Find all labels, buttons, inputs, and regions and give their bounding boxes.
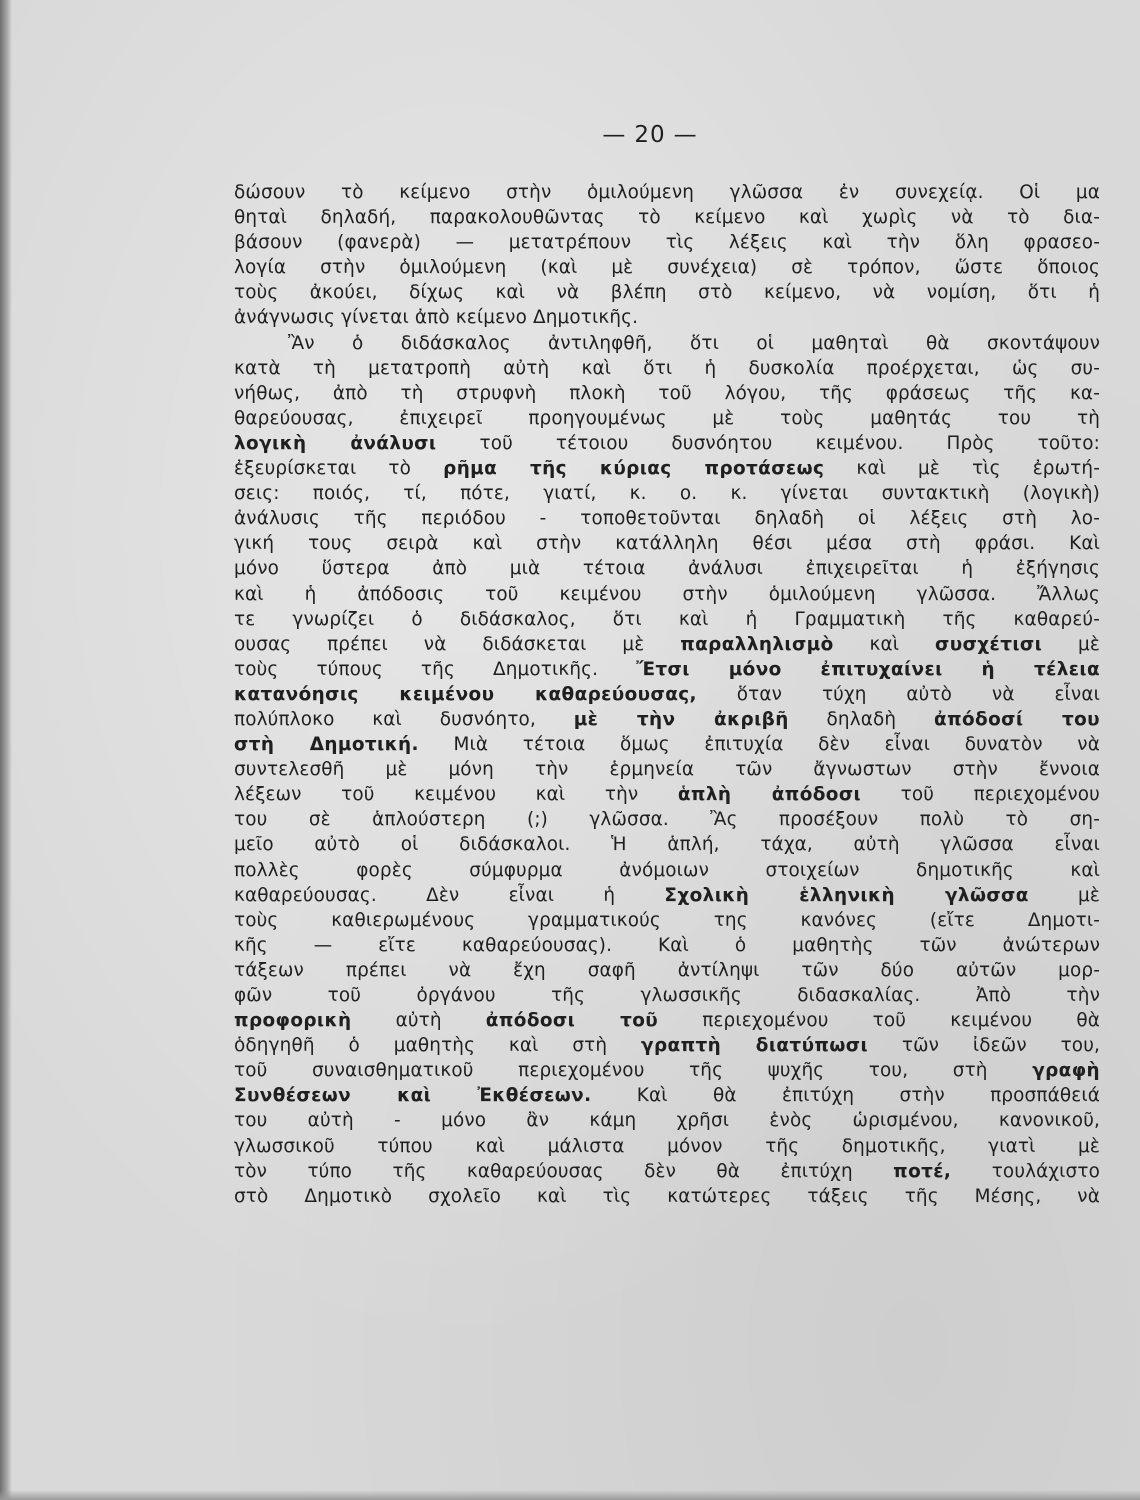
text-run: μόνο ὕστερα ἀπὸ μιὰ τέτοια ἀνάλυσι ἐπιχειρεῖται ἡ ἐξήγησις xyxy=(234,558,1100,580)
text-line xyxy=(234,1008,1100,1033)
text-line xyxy=(234,782,1100,807)
text-run: τάξεων πρέπει νὰ ἔχη σαφῆ ἀντίληψι τῶν δύο αὐτῶν μορ- xyxy=(234,959,1100,981)
bold-phrase: ἀπόδοσί του xyxy=(934,708,1100,730)
text-line xyxy=(234,807,1100,832)
bold-phrase: Ἔτσι μόνο ἐπιτυχαίνει ἡ τέλεια xyxy=(636,658,1100,680)
text-line xyxy=(234,1159,1100,1184)
text-run: κατὰ τὴ μετατροπὴ αὐτὴ καὶ ὅτι ἡ δυσκολία προέρχεται, ὡς συ- xyxy=(234,357,1100,379)
text-run: ἀνάγνωσις γίνεται ἀπὸ κείμενο Δημοτικῆς. xyxy=(234,307,639,329)
text-line xyxy=(234,381,1100,406)
text-line xyxy=(234,908,1100,933)
text-line xyxy=(234,280,1100,305)
text-run: τὸν τύπο τῆς καθαρεύουσας δὲν θὰ ἐπιτύχη xyxy=(234,1160,894,1182)
text-line xyxy=(234,230,1100,255)
text-run: δηλαδὴ xyxy=(788,708,935,730)
bold-phrase: παραλληλισμὸ xyxy=(680,633,834,655)
text-run: τε γνωρίζει ὁ διδάσκαλος, ὅτι καὶ ἡ Γραμματικὴ τῆς καθαρεύ- xyxy=(234,608,1100,630)
text-run: βάσουν (φανερὰ) — μετατρέπουν τὶς λέξεις καὶ τὴν ὅλη φρασεο- xyxy=(234,232,1100,254)
text-line xyxy=(234,406,1100,431)
text-line xyxy=(234,431,1100,456)
text-line xyxy=(234,180,1100,205)
text-run: καθαρεύουσας. Δὲν εἶναι ἡ xyxy=(234,884,665,906)
text-run: ὅταν τύχη αὐτὸ νὰ εἶναι xyxy=(696,683,1100,705)
text-line xyxy=(234,331,1100,356)
text-run: περιεχομένου τοῦ κειμένου θὰ xyxy=(658,1010,1100,1032)
text-run: πολλὲς φορὲς σύμφυρμα ἀνόμοιων στοιχείων δημοτικῆς καὶ xyxy=(234,859,1100,881)
bold-phrase: ἁπλὴ ἀπόδοσι xyxy=(677,784,862,806)
text-run: τῶν ἰδεῶν του, xyxy=(868,1035,1100,1057)
text-line xyxy=(234,481,1100,506)
text-line xyxy=(234,1108,1100,1133)
text-run: ἀνάλυσις τῆς περιόδου - τοποθετοῦνται δηλαδὴ οἱ λέξεις στὴ λο- xyxy=(234,508,1100,530)
bold-phrase: γραφὴ xyxy=(1032,1060,1100,1082)
text-run: καὶ ἡ ἀπόδοσις τοῦ κειμένου στὴν ὁμιλούμενη γλῶσσα. Ἄλλως xyxy=(234,583,1100,605)
text-line xyxy=(234,1083,1100,1108)
text-run: τοῦ περιεχομένου xyxy=(861,784,1100,806)
text-run: πολύπλοκο καὶ δυσνόητο, xyxy=(234,708,574,730)
bold-phrase: ἀπόδοσι τοῦ xyxy=(485,1010,659,1032)
text-run: θαρεύουσας, ἐπιχειρεῖ προηγουμένως μὲ τοὺς μαθητάς του τὴ xyxy=(234,407,1100,429)
text-line xyxy=(234,657,1100,682)
text-line xyxy=(234,933,1100,958)
text-run: του αὐτὴ - μόνο ἂν κάμη χρῆσι ἑνὸς ὡρισμένου, κανονικοῦ, xyxy=(234,1110,1100,1132)
text-run: λέξεων τοῦ κειμένου καὶ τὴν xyxy=(234,784,678,806)
bold-phrase: μὲ τὴν ἀκριβῆ xyxy=(573,708,789,730)
text-run: τοῦ συναισθηματικοῦ περιεχομένου τῆς ψυχῆς του, στὴ xyxy=(234,1060,1033,1082)
text-run: καὶ μὲ τὶς ἐρωτή- xyxy=(824,458,1100,480)
text-line xyxy=(234,858,1100,883)
page-left-edge-shadow xyxy=(0,0,12,1500)
text-run: μὲ xyxy=(1042,633,1100,655)
text-run: κῆς — εἴτε καθαρεύουσας). Καὶ ὁ μαθητὴς τῶν ἀνώτερων xyxy=(234,934,1100,956)
text-line xyxy=(234,1058,1100,1083)
text-run: δώσουν τὸ κείμενο στὴν ὁμιλούμενη γλῶσσα ἐν συνεχείᾳ. Οἱ μα xyxy=(234,182,1100,203)
text-run: στὸ Δημοτικὸ σχολεῖο καὶ τὶς κατώτερες τάξεις τῆς Μέσης, νὰ xyxy=(234,1185,1100,1207)
page-number: — 20 — xyxy=(602,122,698,148)
text-run: ἐξευρίσκεται τὸ xyxy=(234,458,444,480)
text-line xyxy=(234,205,1100,230)
text-run: νήθως, ἀπὸ τὴ στρυφνὴ πλοκὴ τοῦ λόγου, τῆς φράσεως τῆς κα- xyxy=(234,382,1100,404)
text-line xyxy=(234,1134,1100,1159)
page-bottom-edge-shadow xyxy=(0,1490,1140,1500)
bold-phrase: συσχέτισι xyxy=(935,633,1043,655)
text-line xyxy=(234,556,1100,581)
text-line xyxy=(234,707,1100,732)
text-run: τουλάχιστο xyxy=(951,1160,1100,1182)
text-line xyxy=(234,632,1100,657)
page-number-value: 20 xyxy=(634,122,666,148)
text-run: του σὲ ἁπλούστερη (;) γλῶσσα. Ἂς προσέξουν πολὺ τὸ ση- xyxy=(234,809,1100,831)
text-line xyxy=(234,356,1100,381)
text-run: μεῖο αὐτὸ οἱ διδάσκαλοι. Ἡ ἁπλή, τάχα, αὐτὴ γλῶσσα εἶναι xyxy=(234,834,1100,856)
text-run: Ἂν ὁ διδάσκαλος ἀντιληφθῆ, ὅτι οἱ μαθηταὶ θὰ σκοντάψουν xyxy=(288,332,1100,354)
text-run: ὁδηγηθῆ ὁ μαθητὴς καὶ στὴ xyxy=(234,1035,642,1057)
text-line xyxy=(234,506,1100,531)
text-line xyxy=(234,531,1100,556)
text-line xyxy=(234,883,1100,908)
text-line xyxy=(234,983,1100,1008)
text-run: θηταὶ δηλαδή, παρακολουθῶντας τὸ κείμενο καὶ χωρὶς νὰ τὸ δια- xyxy=(234,207,1100,229)
text-line xyxy=(234,582,1100,607)
text-run: τοὺς τύπους τῆς Δημοτικῆς. xyxy=(234,658,637,680)
text-line xyxy=(234,732,1100,757)
text-run: τοὺς ἀκούει, δίχως καὶ νὰ βλέπη στὸ κείμενο, νὰ νομίση, ὅτι ἡ xyxy=(234,282,1100,304)
bold-phrase: στὴ Δημοτική. xyxy=(234,734,419,756)
bold-phrase: λογικὴ ἀνάλυσι xyxy=(234,432,437,454)
text-run: λογία στὴν ὁμιλούμενη (καὶ μὲ συνέχεια) σὲ τρόπον, ὥστε ὅποιος xyxy=(234,257,1100,279)
text-line xyxy=(234,682,1100,707)
text-run: τοῦ τέτοιου δυσνόητου κειμένου. Πρὸς τοῦτο: xyxy=(436,432,1100,454)
text-run: ουσας πρέπει νὰ διδάσκεται μὲ xyxy=(234,633,681,655)
text-run: συντελεσθῆ μὲ μόνη τὴν ἑρμηνεία τῶν ἄγνωστων στὴν ἔννοια xyxy=(234,759,1100,781)
bold-phrase: Συνθέσεων καὶ Ἐκθέσεων. xyxy=(234,1085,592,1107)
bold-phrase: ρῆμα τῆς κύριας προτάσεως xyxy=(443,458,825,480)
text-line xyxy=(234,255,1100,280)
text-run: γική τους σειρὰ καὶ στὴν κατάλληλη θέσι μέσα στὴ φράσι. Καὶ xyxy=(234,533,1100,555)
bold-phrase: γραπτὴ διατύπωσι xyxy=(641,1035,869,1057)
text-run: τοὺς καθιερωμένους γραμματικούς της κανόνες (εἴτε Δημοτι- xyxy=(234,909,1100,931)
bold-phrase: ποτέ, xyxy=(893,1160,952,1182)
text-run: φῶν τοῦ ὀργάνου τῆς γλωσσικῆς διδασκαλίας. Ἀπὸ τὴν xyxy=(234,985,1100,1006)
text-run: αὐτὴ xyxy=(351,1010,486,1032)
text-run: μὲ xyxy=(1028,884,1100,906)
text-line xyxy=(234,456,1100,481)
bold-phrase: προφορικὴ xyxy=(234,1010,352,1032)
text-line xyxy=(234,832,1100,857)
text-line xyxy=(234,958,1100,983)
text-line xyxy=(234,757,1100,782)
text-run: σεις: ποιός, τί, πότε, γιατί, κ. ο. κ. γίνεται συντακτικὴ (λογικὴ) xyxy=(234,483,1100,505)
text-line xyxy=(234,1184,1100,1209)
body-text xyxy=(234,180,1100,1209)
bold-phrase: κατανόησις κειμένου καθαρεύουσας, xyxy=(234,683,697,705)
text-run: Καὶ θὰ ἐπιτύχη στὴν προσπάθειά xyxy=(591,1085,1100,1107)
bold-phrase: Σχολικὴ ἑλληνικὴ γλῶσσα xyxy=(664,884,1029,906)
text-run: καὶ xyxy=(833,633,936,655)
text-line xyxy=(234,1033,1100,1058)
text-line xyxy=(234,305,1100,330)
text-run: γλωσσικοῦ τύπου καὶ μάλιστα μόνον τῆς δημοτικῆς, γιατὶ μὲ xyxy=(234,1135,1100,1157)
text-line xyxy=(234,607,1100,632)
text-run: Μιὰ τέτοια ὅμως ἐπιτυχία δὲν εἶναι δυνατὸν νὰ xyxy=(418,734,1100,756)
